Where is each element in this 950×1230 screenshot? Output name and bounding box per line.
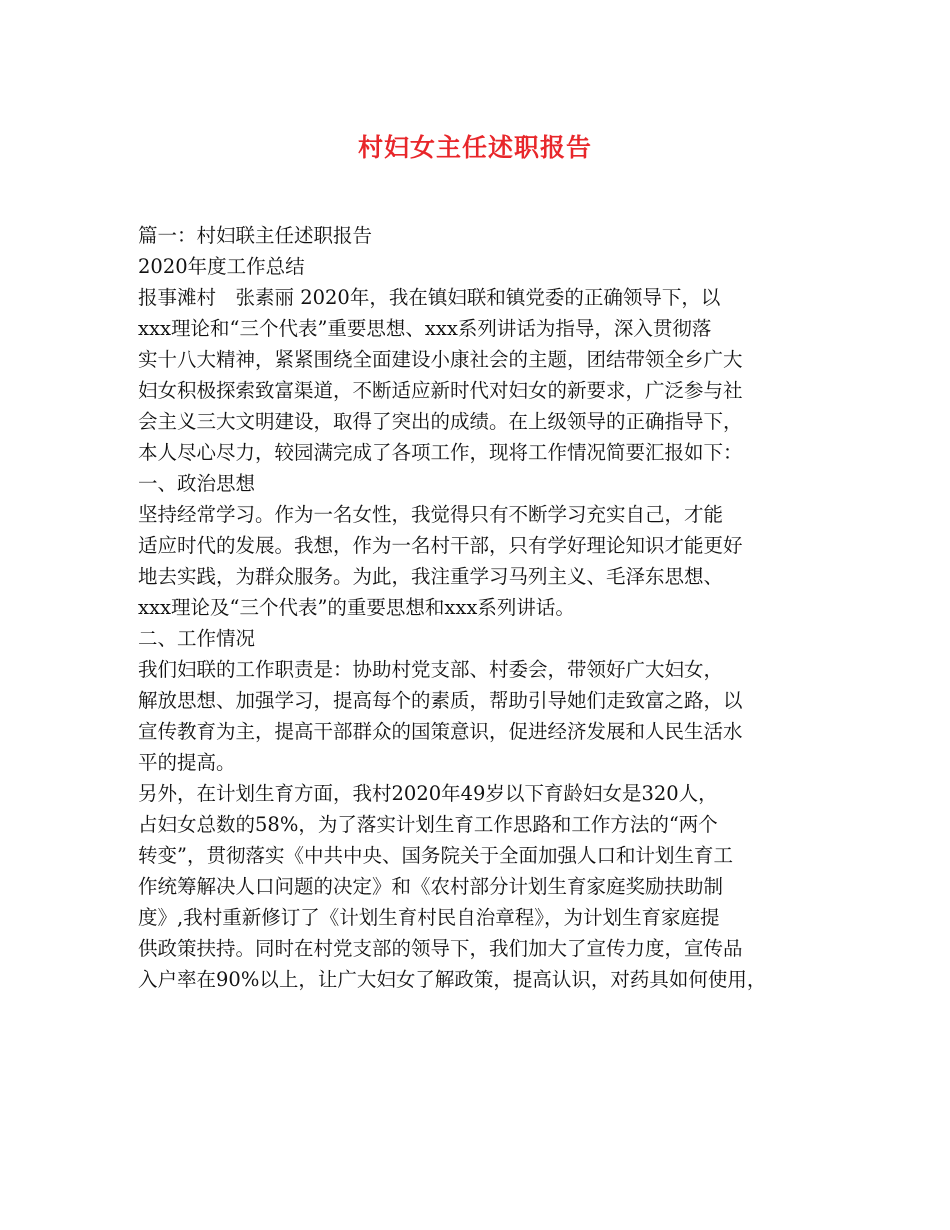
text-line: 作统筹解决人口问题的决定》和《农村部分计划生育家庭奖励扶助制 xyxy=(138,875,724,898)
text-line: xxx理论及“三个代表”的重要思想和xxx系列讲话。 xyxy=(138,596,575,619)
text-line: 平的提高。 xyxy=(138,751,236,774)
text-line: 度》,我村重新修订了《计划生育村民自治章程》，为计划生育家庭提 xyxy=(138,906,720,929)
section-heading: 二、工作情况 xyxy=(138,627,256,650)
text-line: 入户率在90%以上，让广大妇女了解政策，提高认识，对药具如何使用， xyxy=(138,968,767,991)
section-heading: 一、政治思想 xyxy=(138,472,256,495)
text-line: 妇女积极探索致富渠道，不断适应新时代对妇女的新要求，广泛参与社 xyxy=(138,379,743,402)
document-body xyxy=(138,220,838,995)
text-line: 会主义三大文明建设，取得了突出的成绩。在上级领导的正确指导下， xyxy=(138,410,743,433)
text-line: xxx理论和“三个代表”重要思想、xxx系列讲话为指导，深入贯彻落 xyxy=(138,317,712,340)
text-line: 报事滩村 张素丽 2020年，我在镇妇联和镇党委的正确领导下，以 xyxy=(138,286,721,309)
text-line: 占妇女总数的58%，为了落实计划生育工作思路和工作方法的“两个 xyxy=(138,813,718,836)
text-line: 供政策扶持。同时在村党支部的领导下，我们加大了宣传力度，宣传品 xyxy=(138,937,743,960)
text-line: 地去实践，为群众服务。为此，我注重学习马列主义、毛泽东思想、 xyxy=(138,565,724,588)
text-line: 本人尽心尽力，较园满完成了各项工作，现将工作情况简要汇报如下： xyxy=(138,441,743,464)
text-line: 2020年度工作总结 xyxy=(138,255,305,278)
text-line: 适应时代的发展。我想，作为一名村干部，只有学好理论知识才能更好 xyxy=(138,534,743,557)
text-line: 篇一：村妇联主任述职报告 xyxy=(138,224,373,247)
document-title: 村妇女主任述职报告 xyxy=(357,133,592,162)
text-line: 坚持经常学习。作为一名女性，我觉得只有不断学习充实自己，才能 xyxy=(138,503,724,526)
text-line: 解放思想、加强学习，提高每个的素质，帮助引导她们走致富之路，以 xyxy=(138,689,743,712)
text-line: 转变”，贯彻落实《中共中央、国务院关于全面加强人口和计划生育工 xyxy=(138,844,733,867)
text-line: 实十八大精神，紧紧围绕全面建设小康社会的主题，团结带领全乡广大 xyxy=(138,348,743,371)
text-line: 我们妇联的工作职责是：协助村党支部、村委会，带领好广大妇女， xyxy=(138,658,724,681)
text-line: 宣传教育为主，提高干部群众的国策意识，促进经济发展和人民生活水 xyxy=(138,720,743,743)
text-line: 另外，在计划生育方面，我村2020年49岁以下育龄妇女是320人， xyxy=(138,782,718,805)
